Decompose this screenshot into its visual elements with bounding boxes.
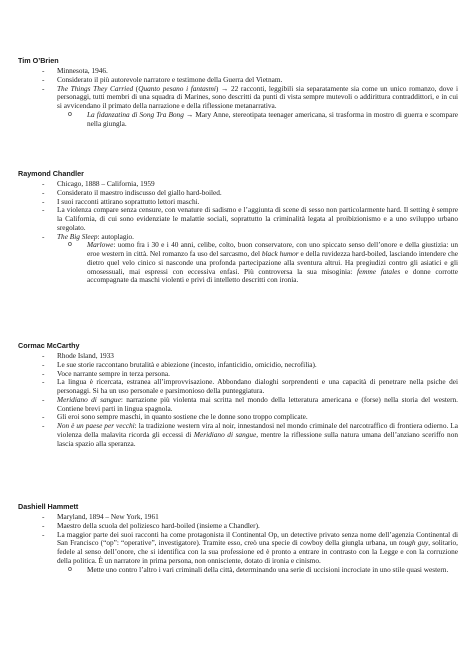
list-item: - La violenza compare senza censure, con venature di sadismo e l’aggiunta di scene di sesso non particolarmente hard. Il setting è sempre la California, di cui sono evidenziate le malattie sociali, soprattutto la criminalità legata al proibizionismo e a uno sviluppo urbano sregolato. [18, 206, 458, 232]
list-item: - Maryland, 1894 – New York, 1961 [18, 513, 458, 522]
book-title: Non è un paese per vecchi [57, 421, 135, 430]
list-item: - I suoi racconti attirano soprattutto lettori maschi. [18, 198, 458, 207]
section-cormac-mccarthy [18, 341, 458, 448]
list-item: - Rhode Island, 1933 [18, 352, 458, 361]
sub-list [57, 566, 458, 575]
list-item: - Considerato il maestro indiscusso del giallo hard-boiled. [18, 189, 458, 198]
section-raymond-chandler [18, 169, 458, 285]
section-heading: Tim O’Brien [18, 56, 59, 65]
bullet-list [18, 352, 458, 448]
section-heading: Dashiell Hammett [18, 502, 79, 511]
sub-list-item: o Marlowe: uomo fra i 30 e i 40 anni, celibe, colto, buon conservatore, con uno spiccato senso dell’onore e della giustizia: un eroe western in città. Nel romanzo fa uso del sarcasmo, del black humor e della ruvidezza hard-boiled, lasciando intendere che dietro quel velo cinico si nasconde una profonda partecipazione alla sventura altrui. Ha pregiudizi contro gli asiatici e gli omosessuali, mai espressi con eccessiva enfasi. Più controversa la sua misoginia: femme fatales e donne corrotte accompagnate da maschi violenti e privi di intelletto descritti con ironia. [51, 241, 458, 285]
list-item: - Considerato il più autorevole narratore e testimone della Guerra del Vietnam. [18, 76, 458, 85]
section-heading: Cormac McCarthy [18, 341, 80, 350]
list-item: - La lingua è ricercata, estranea all’improvvisazione. Abbondano dialoghi sorprendenti e una capacità di penetrare nella psiche dei personaggi. Si ha un uso personale e parsimonioso della punteggiatura. [18, 378, 458, 396]
section-dashiell-hammett [18, 502, 458, 574]
list-item: - The Big Sleep: autoplagio. o Marlowe: uomo fra i 30 e i 40 anni, celibe, colto, buon conservatore, con uno spiccato senso dell’onore e della giustizia: un eroe western in città. Nel romanzo fa uso del sarcasmo, del black humor e della ruvidezza hard-boiled, lasciando intendere che dietro quel velo cinico si nasconde una profonda partecipazione alla sventura altrui. Ha pregiudizi contro gli asiatici e gli omosessuali, mai espressi con eccessiva enfasi. Più controversa la sua misoginia: femme fatales e donne corrotte accompagnate da maschi violenti e privi di intelletto descritti con ironia. [18, 233, 458, 286]
list-item: - The Things They Carried (Quanto pesano i fantasmi) → 22 racconti, leggibili sia separatamente sia come un unico romanzo, dove i personaggi, tutti membri di una squadra di Marines, sono descritti da punti di vista sempre mutevoli o addirittura contraddittori, e in cui si avvicendano il primato della narrazione e della riflessione metanarrativa. o La fidanzatina di Song Tra Bong → Mary Anne, stereotipata teenager americana, si trasforma in mostro di guerra e scompare nella giungla. [18, 85, 458, 129]
book-title: The Things They Carried [57, 83, 134, 93]
list-item: - Le sue storie raccontano brutalità e abiezione (incesto, infanticidio, omicidio, necrofilia). [18, 361, 458, 370]
list-item: - Minnesota, 1946. [18, 67, 458, 76]
book-title-italian: Quanto pesano i fantasmi [138, 83, 216, 93]
section-tim-obrien [18, 56, 458, 128]
list-item: - La maggior parte dei suoi racconti ha come protagonista il Continental Op, un detective privato senza nome dell’agenzia Continental di San Francisco (“op”: “operative”, investigatore). Tramite esso, creò una specie di cowboy della giungla urbana, un tough guy, solitario, fedele al senso dell’onore, che si identifica con la sua professione ed è pronto a entrare in contrasto con la Legge e con la corruzione della politica. È un narratore in prima persona, non onnisciente, dotato di ironia e cinismo. o Mette uno contro l’altro i vari criminali della città, determinando una serie di uccisioni incrociate in uno stile quasi western. [18, 531, 458, 575]
sub-list-item: o Mette uno contro l’altro i vari criminali della città, determinando una serie di uccisioni incrociate in uno stile quasi western. [51, 566, 458, 575]
book-title: Meridiano di sangue [57, 394, 121, 404]
sub-list [57, 111, 458, 129]
list-item: - Non è un paese per vecchi: la tradizione western vira al noir, innestandosi nel mondo criminale del narcotraffico di frontiera odierno. La violenza della malavita ricorda gli eccessi di Meridiano di sangue, mentre la riflessione sulla natura umana dell’anziano sceriffo non lascia spazio alla speranza. [18, 422, 458, 448]
bullet-list [18, 67, 458, 128]
story-title: La fidanzatina di Song Tra Bong [87, 109, 184, 119]
list-item: - Gli eroi sono sempre maschi, in quanto sostiene che le donne sono troppo complicate. [18, 413, 458, 422]
bullet-list [18, 180, 458, 285]
list-item: - Voce narrante sempre in terza persona. [18, 370, 458, 379]
list-item: - Chicago, 1888 – California, 1959 [18, 180, 458, 189]
arrow-icon: → [221, 83, 229, 93]
book-title: The Big Sleep [57, 231, 98, 241]
arrow-icon: → [185, 109, 194, 119]
sub-list-item: o La fidanzatina di Song Tra Bong → Mary Anne, stereotipata teenager americana, si trasforma in mostro di guerra e scompare nella giungla. [51, 111, 458, 129]
section-heading: Raymond Chandler [18, 169, 84, 178]
sub-list [57, 241, 458, 285]
list-item: - Meridiano di sangue: narrazione più violenta mai scritta nel mondo della letteratura americana e (forse) nella storia del western. Contiene brevi parti in lingua spagnola. [18, 396, 458, 414]
list-item: - Maestro della scuola del poliziesco hard-boiled (insieme a Chandler). [18, 522, 458, 531]
bullet-list [18, 513, 458, 574]
